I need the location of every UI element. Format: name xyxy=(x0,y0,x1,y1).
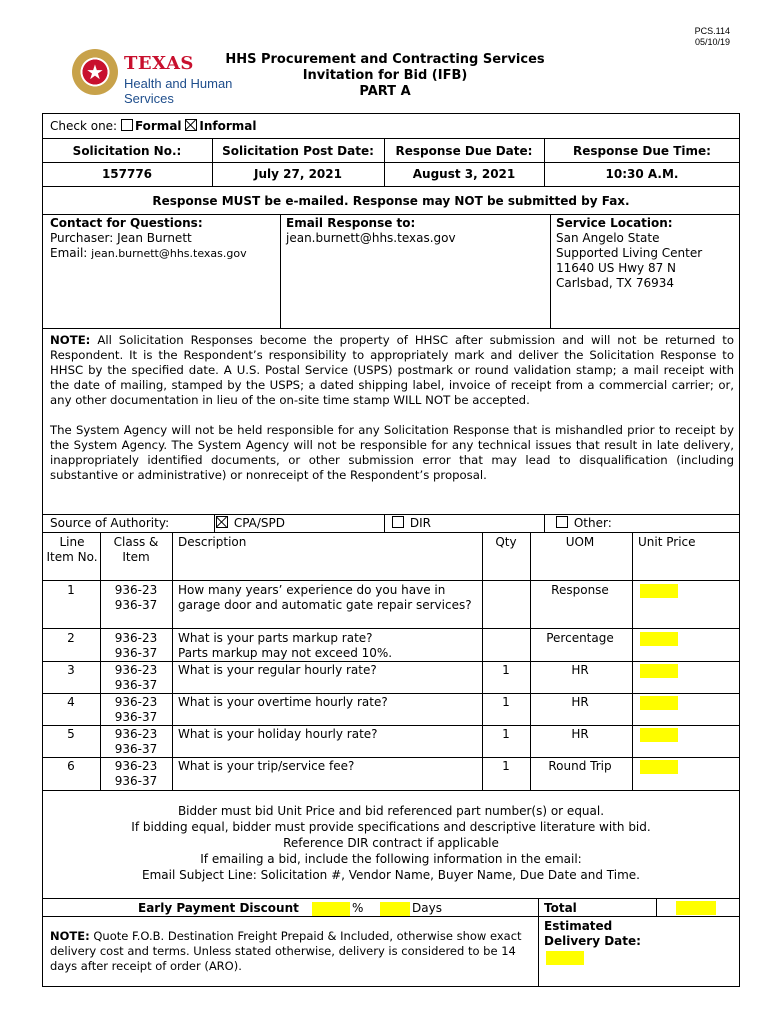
row-1-line: 1 xyxy=(67,583,75,597)
row-6-class xyxy=(102,759,170,789)
row-2-desc-2: Parts markup may not exceed 10%. xyxy=(178,646,393,660)
col-header-line-item: Line Item No. xyxy=(46,535,98,564)
due-date-label: Response Due Date: xyxy=(395,144,533,158)
row-4-qty: 1 xyxy=(502,695,510,709)
email-response-address[interactable]: jean.burnett@hhs.texas.gov xyxy=(286,231,456,245)
row-1-uom: Response xyxy=(551,583,609,597)
divider xyxy=(42,661,740,662)
service-location-line-2: Supported Living Center xyxy=(556,246,703,260)
formal-label: Formal xyxy=(134,119,182,133)
row-2-unit-price-input[interactable] xyxy=(640,632,678,646)
authority-cpa xyxy=(216,516,285,531)
title-line-3: PART A xyxy=(359,84,411,99)
row-3-qty: 1 xyxy=(502,663,510,677)
row-3-class xyxy=(102,663,170,693)
note-text-1: All Solicitation Responses become the property of HHSC after submission and will not be returned to Respondent. It is the Respondent’s responsibility to appropriately mark and deliver the Solicitation Response to HHSC by the specified date. A U.S. Postal Service (USPS) postmark or round validation stamp; a mail receipt with the date of mailing, stamped by the USPS; a dated shipping label, invoice of receipt from a commercial carrier; or, any other documentation in lieu of the on-site time stamp WILL NOT be accepted. xyxy=(50,333,735,407)
contact-label: Contact for Questions: xyxy=(50,216,203,230)
row-5-class xyxy=(102,727,170,757)
note-paragraph-1 xyxy=(50,333,734,408)
form-id xyxy=(695,26,730,48)
page-title xyxy=(0,52,770,100)
row-3-class-2: 936-37 xyxy=(114,678,158,692)
service-location-block xyxy=(556,216,736,291)
row-2-class-1: 936-23 xyxy=(114,631,158,645)
total-input[interactable] xyxy=(676,901,716,915)
row-4-line: 4 xyxy=(67,695,75,709)
row-3-line: 3 xyxy=(67,663,75,677)
contact-email-label: Email: xyxy=(50,246,88,260)
divider xyxy=(212,138,213,186)
purchaser: Purchaser: Jean Burnett xyxy=(50,231,192,245)
divider xyxy=(550,214,551,328)
row-4-unit-price-input[interactable] xyxy=(640,696,678,710)
divider xyxy=(42,757,740,758)
col-header-qty: Qty xyxy=(495,535,517,549)
instruction-3: Reference DIR contract if applicable xyxy=(283,836,499,850)
instruction-4: If emailing a bid, include the following information in the email: xyxy=(200,852,582,866)
post-date-label: Solicitation Post Date: xyxy=(222,144,374,158)
discount-percent-sign: % xyxy=(352,901,364,915)
star-icon: ★ xyxy=(86,60,104,84)
divider xyxy=(42,725,740,726)
divider xyxy=(544,138,545,186)
informal-checkbox[interactable] xyxy=(185,119,197,131)
discount-days-input[interactable] xyxy=(380,902,410,916)
divider xyxy=(42,693,740,694)
due-date-value: August 3, 2021 xyxy=(412,167,516,181)
row-4-class xyxy=(102,695,170,725)
col-header-uom: UOM xyxy=(565,535,595,549)
row-2-class-2: 936-37 xyxy=(114,646,158,660)
row-2-uom: Percentage xyxy=(546,631,614,645)
row-1-unit-price-input[interactable] xyxy=(640,584,678,598)
row-2-desc-1: What is your parts markup rate? xyxy=(178,631,373,645)
row-6-unit-price-input[interactable] xyxy=(640,760,678,774)
row-5-description: What is your holiday hourly rate? xyxy=(178,727,378,741)
solicitation-no-value: 157776 xyxy=(101,167,153,181)
cpa-checkbox[interactable] xyxy=(216,516,228,528)
solicitation-no-label: Solicitation No.: xyxy=(72,144,182,158)
divider xyxy=(42,162,740,163)
contact-block xyxy=(50,216,280,261)
email-notice: Response MUST be e-mailed. Response may NOT be submitted by Fax. xyxy=(152,194,630,208)
title-line-1: HHS Procurement and Contracting Services xyxy=(225,52,545,67)
service-location-line-4: Carlsbad, TX 76934 xyxy=(556,276,675,290)
divider xyxy=(42,916,740,917)
total-label: Total xyxy=(544,901,577,915)
discount-percent-input[interactable] xyxy=(312,902,350,916)
delivery-date-label: Estimated Delivery Date: xyxy=(544,919,641,948)
formal-checkbox[interactable] xyxy=(121,119,133,131)
col-header-unit-price: Unit Price xyxy=(638,535,696,549)
divider xyxy=(544,514,545,532)
row-6-class-1: 936-23 xyxy=(114,759,158,773)
divider xyxy=(42,138,740,139)
row-6-line: 6 xyxy=(67,759,75,773)
row-3-uom: HR xyxy=(571,663,589,677)
row-2-class xyxy=(102,631,170,661)
cpa-label: CPA/SPD xyxy=(233,516,286,530)
discount-days-label: Days xyxy=(412,901,442,915)
dir-checkbox[interactable] xyxy=(392,516,404,528)
col-header-class-item: Class & Item xyxy=(113,535,159,564)
row-2-line: 2 xyxy=(67,631,75,645)
row-6-class-2: 936-37 xyxy=(114,774,158,788)
row-5-class-2: 936-37 xyxy=(114,742,158,756)
footer-note-label: NOTE: xyxy=(50,929,90,943)
divider xyxy=(42,514,740,515)
service-location-label: Service Location: xyxy=(556,216,673,230)
col-header-description: Description xyxy=(178,535,247,549)
divider xyxy=(42,898,740,899)
row-4-class-2: 936-37 xyxy=(114,710,158,724)
instruction-5: Email Subject Line: Solicitation #, Vendor Name, Buyer Name, Due Date and Time. xyxy=(142,868,640,882)
logo-text-hhs: Health and Human Services xyxy=(124,76,233,106)
divider xyxy=(384,514,385,532)
row-5-class-1: 936-23 xyxy=(114,727,158,741)
row-1-description: How many years’ experience do you have in garage door and automatic gate repair services? xyxy=(178,583,472,612)
row-4-description: What is your overtime hourly rate? xyxy=(178,695,388,709)
instruction-2: If bidding equal, bidder must provide specifications and descriptive literature with bid. xyxy=(131,820,651,834)
row-3-class-1: 936-23 xyxy=(114,663,158,677)
note-block xyxy=(50,333,734,483)
check-one-label: Check one: xyxy=(50,119,118,133)
divider xyxy=(384,138,385,186)
email-response-block xyxy=(286,216,546,246)
authority-dir xyxy=(392,516,431,531)
footer-note xyxy=(50,929,532,974)
post-date-value: July 27, 2021 xyxy=(254,167,342,181)
note-paragraph-2: The System Agency will not be held responsible for any Solicitation Response that is mishandled prior to receipt by the System Agency. The System Agency will not be responsible for any technical issues that result in late delivery, inappropriately identified documents, or other submission error that may lead to disqualification (including substantive or administrative) or nonreceipt of the Respondent’s proposal. xyxy=(50,423,734,482)
row-4-class-1: 936-23 xyxy=(114,695,158,709)
row-1-class-1: 936-23 xyxy=(114,583,158,597)
authority-other xyxy=(556,516,612,531)
service-location-line-3: 11640 US Hwy 87 N xyxy=(556,261,677,275)
divider xyxy=(42,328,740,329)
divider xyxy=(214,514,215,532)
row-4-uom: HR xyxy=(571,695,589,709)
row-5-uom: HR xyxy=(571,727,589,741)
divider xyxy=(538,898,539,987)
divider xyxy=(42,532,740,533)
divider xyxy=(42,186,740,187)
form-code: PCS.114 xyxy=(694,26,730,36)
row-1-class xyxy=(102,583,170,613)
delivery-date-input[interactable] xyxy=(546,951,584,965)
row-6-description: What is your trip/service fee? xyxy=(178,759,355,773)
other-checkbox[interactable] xyxy=(556,516,568,528)
note-label: NOTE: xyxy=(50,333,91,347)
logo-text-texas: TEXAS xyxy=(124,53,194,74)
divider xyxy=(656,898,657,916)
divider xyxy=(100,532,101,790)
check-one-row xyxy=(50,119,450,134)
other-label: Other: xyxy=(573,516,612,530)
row-5-unit-price-input[interactable] xyxy=(640,728,678,742)
divider xyxy=(482,532,483,790)
dir-label: DIR xyxy=(409,516,431,530)
footer-note-text: Quote F.O.B. Destination Freight Prepaid & Included, otherwise show exact delivery cost and terms. Unless stated otherwise, delivery is considered to be 14 days after receipt of order (ARO). xyxy=(50,929,522,973)
row-6-uom: Round Trip xyxy=(548,759,612,773)
discount-label: Early Payment Discount xyxy=(138,901,299,915)
contact-email[interactable]: jean.burnett@hhs.texas.gov xyxy=(91,247,247,260)
row-3-description: What is your regular hourly rate? xyxy=(178,663,377,677)
divider xyxy=(42,628,740,629)
authority-label: Source of Authority: xyxy=(50,516,170,530)
instructions-block xyxy=(42,803,740,883)
instruction-1: Bidder must bid Unit Price and bid referenced part number(s) or equal. xyxy=(177,804,605,818)
due-time-value: 10:30 A.M. xyxy=(605,167,679,181)
divider xyxy=(42,214,740,215)
row-5-qty: 1 xyxy=(502,727,510,741)
divider xyxy=(172,532,173,790)
row-3-unit-price-input[interactable] xyxy=(640,664,678,678)
row-5-line: 5 xyxy=(67,727,75,741)
informal-label: Informal xyxy=(199,119,257,133)
due-time-label: Response Due Time: xyxy=(573,144,711,158)
divider xyxy=(42,580,740,581)
email-response-label: Email Response to: xyxy=(286,216,416,230)
form-date: 05/10/19 xyxy=(694,37,730,47)
divider xyxy=(42,790,740,791)
row-1-class-2: 936-37 xyxy=(114,598,158,612)
divider xyxy=(530,532,531,790)
divider xyxy=(632,532,633,790)
row-6-qty: 1 xyxy=(502,759,510,773)
title-line-2: Invitation for Bid (IFB) xyxy=(302,68,468,83)
contact-email-row xyxy=(50,246,280,261)
service-location-line-1: San Angelo State xyxy=(556,231,660,245)
divider xyxy=(280,214,281,328)
row-2-description xyxy=(178,631,478,661)
